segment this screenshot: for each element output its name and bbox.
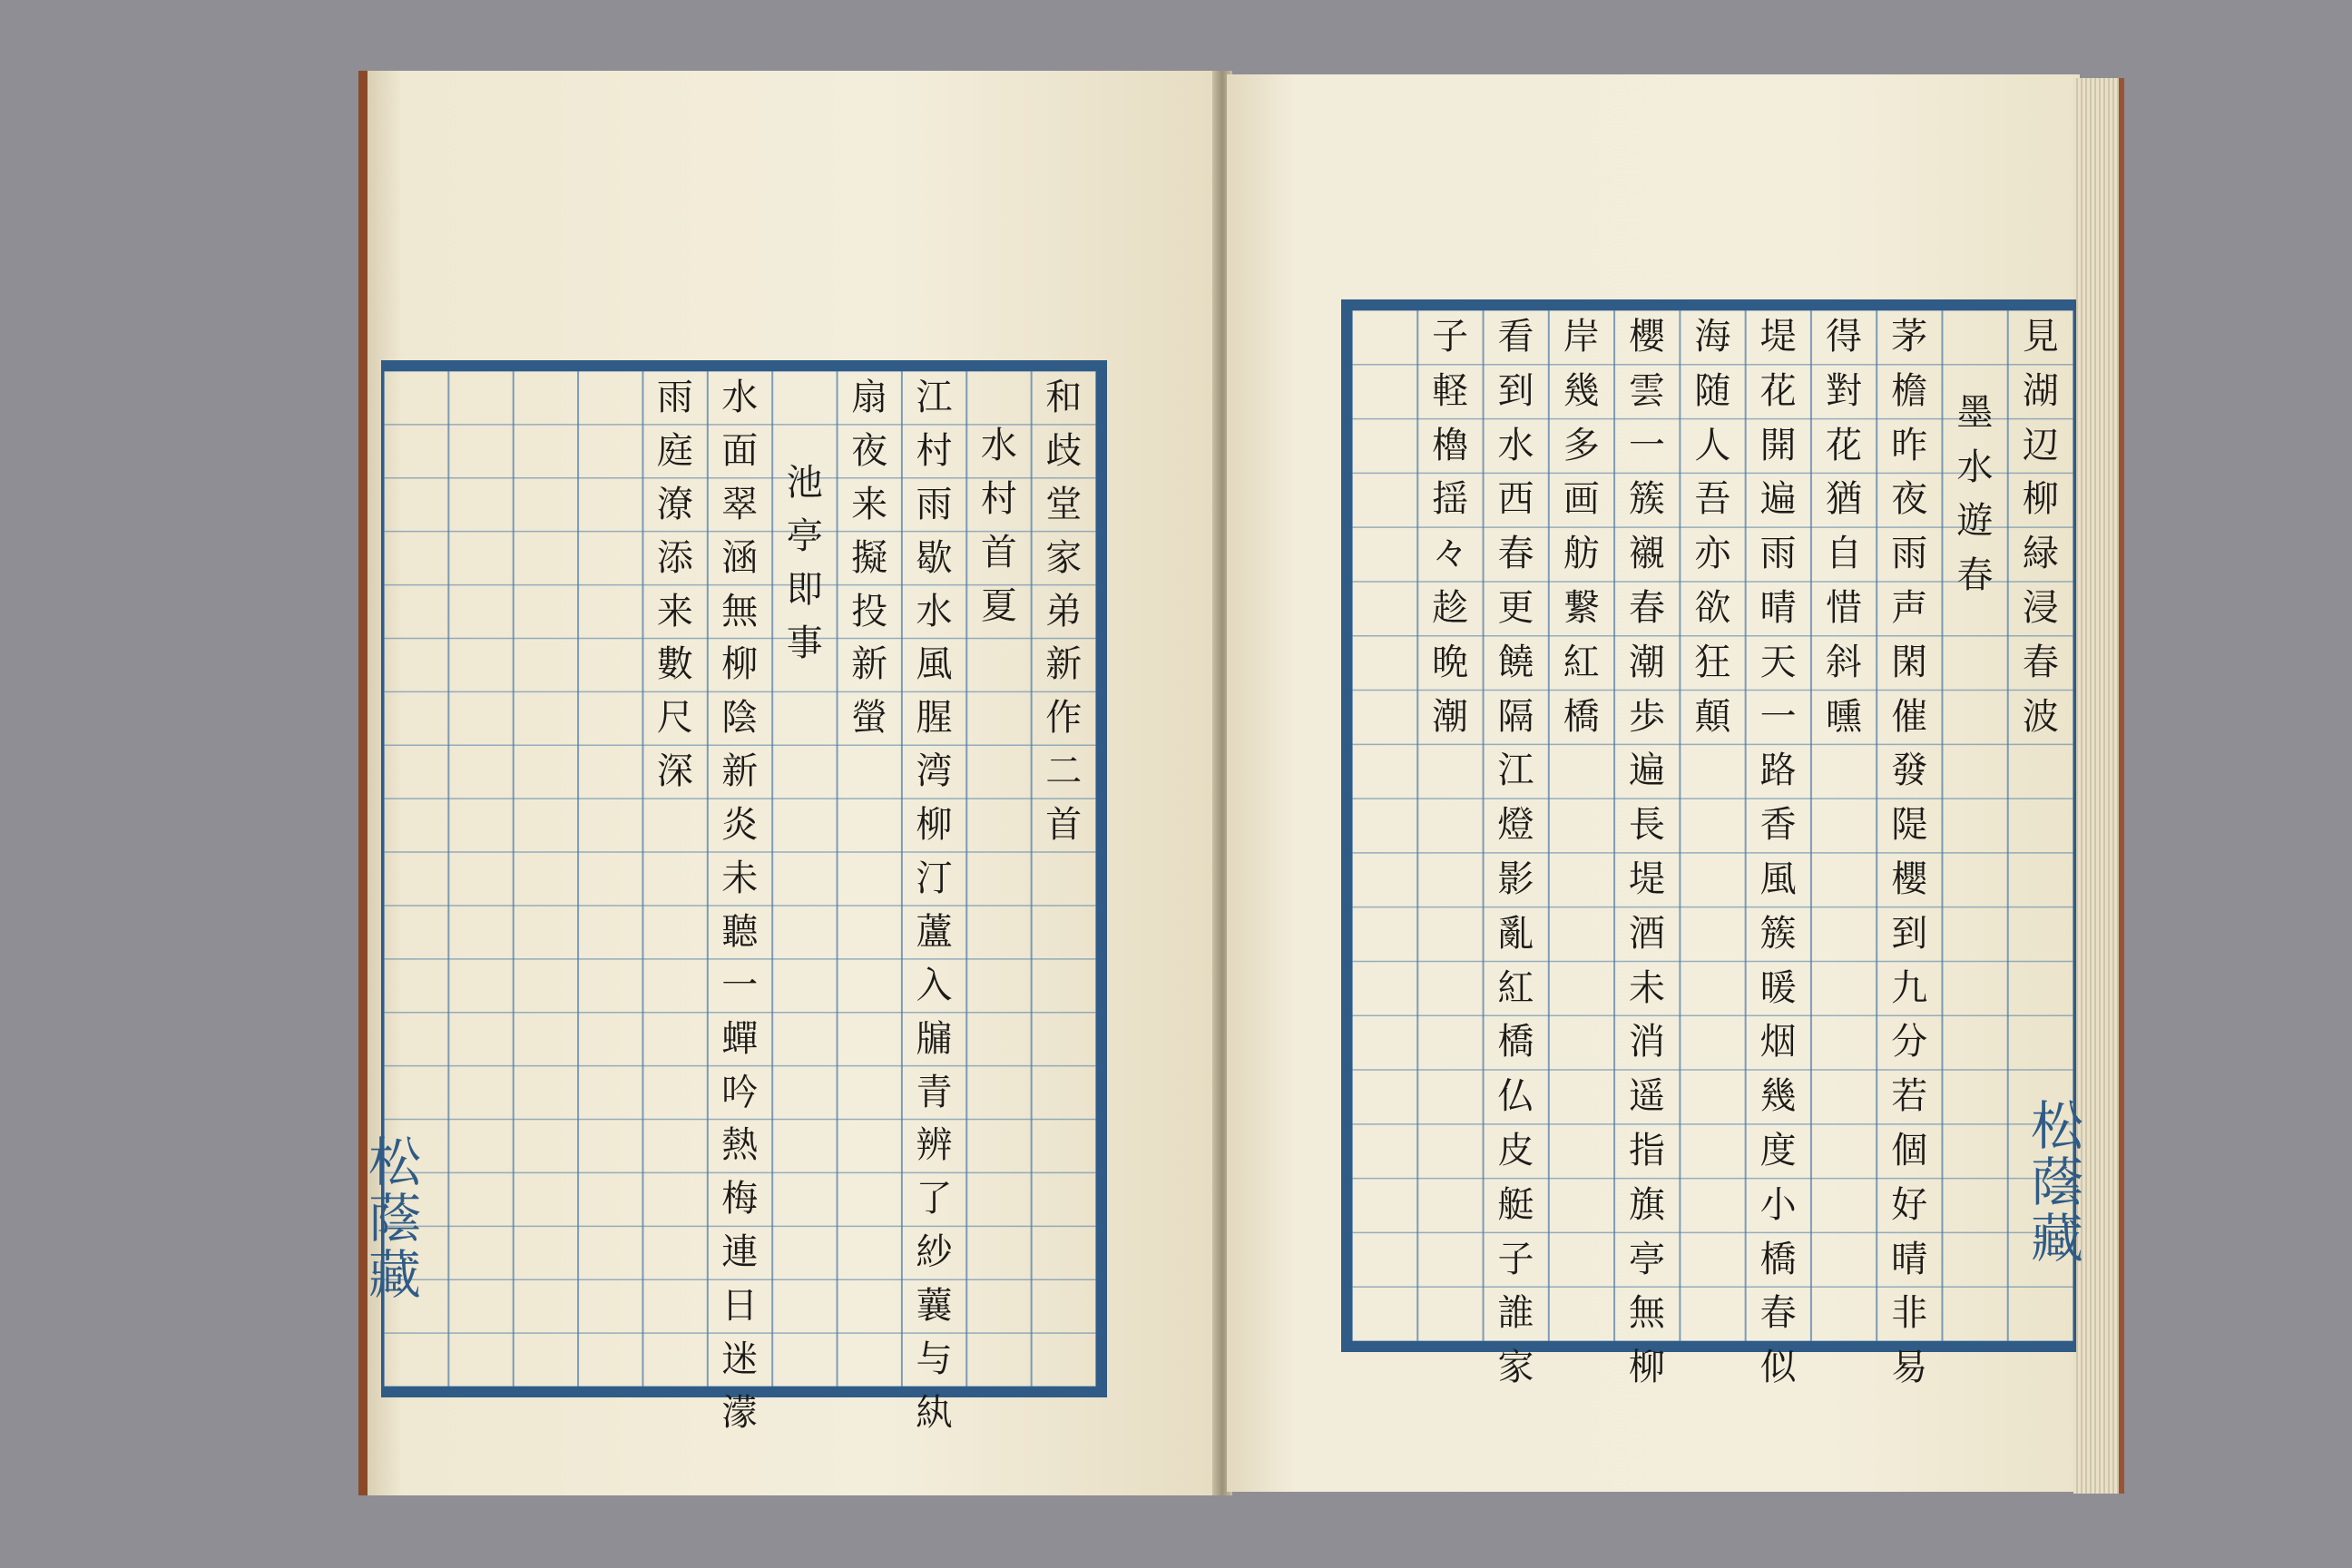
- text-char: 惜: [1825, 586, 1862, 629]
- text-char: 扇: [851, 377, 888, 418]
- text-char: 辺: [2022, 424, 2059, 466]
- text-char: 尺: [656, 697, 693, 740]
- text-char: 岸: [1563, 316, 1600, 358]
- text-char: 幾: [1563, 369, 1600, 412]
- text-char: 昨: [1891, 424, 1928, 466]
- text-char: 蘘: [916, 1285, 953, 1328]
- text-char: 無: [721, 590, 759, 632]
- text-char: 人: [1694, 424, 1731, 466]
- text-char: 水: [1956, 446, 1994, 488]
- text-char: 日: [721, 1285, 759, 1328]
- text-char: 面: [721, 429, 759, 472]
- text-char: 好: [1891, 1183, 1928, 1226]
- text-char: 了: [916, 1178, 953, 1220]
- text-char: 柳: [721, 643, 759, 686]
- text-char: 晴: [1759, 586, 1797, 629]
- text-char: 揺: [1432, 478, 1469, 521]
- text-char: 香: [1759, 804, 1797, 847]
- text-char: 春: [1759, 1292, 1797, 1335]
- text-char: 潦: [656, 483, 693, 525]
- text-char: 得: [1825, 316, 1862, 358]
- text-column: [642, 371, 707, 799]
- text-char: 涵: [721, 536, 759, 579]
- text-column: [1746, 310, 1811, 1396]
- text-char: 夜: [1891, 478, 1928, 521]
- text-char: 螢: [851, 697, 888, 740]
- text-char: 入: [916, 964, 953, 1006]
- text-char: 非: [1891, 1292, 1928, 1335]
- text-char: 曛: [1825, 695, 1862, 738]
- text-char: 陰: [721, 697, 759, 740]
- text-column: [1877, 310, 1942, 1396]
- text-char: 對: [1825, 369, 1862, 412]
- text-column: [708, 371, 772, 1440]
- text-char: 茅: [1891, 316, 1928, 358]
- text-char: 長: [1629, 804, 1666, 847]
- text-char: 吟: [721, 1071, 759, 1113]
- text-char: 趁: [1432, 586, 1469, 629]
- text-char: 一: [1629, 424, 1666, 466]
- text-char: 家: [1497, 1347, 1534, 1389]
- text-char: 水: [721, 377, 759, 418]
- text-char: 雨: [656, 377, 693, 418]
- text-char: 易: [1891, 1347, 1928, 1389]
- text-char: 猶: [1825, 478, 1862, 521]
- text-char: 墨: [1956, 391, 1994, 434]
- text-column: [772, 456, 837, 671]
- text-char: 燈: [1497, 804, 1534, 847]
- text-char: 隄: [1891, 804, 1928, 847]
- text-char: 深: [656, 750, 693, 793]
- text-char: 牖: [916, 1017, 953, 1060]
- text-char: 雲: [1629, 369, 1666, 412]
- text-char: 水: [916, 590, 953, 632]
- text-char: 雨: [1759, 533, 1797, 575]
- text-char: 々: [1432, 533, 1469, 575]
- text-char: 新: [721, 750, 759, 793]
- text-char: 二: [1045, 750, 1083, 793]
- text-char: 櫻: [1891, 858, 1928, 900]
- text-char: 無: [1629, 1292, 1666, 1335]
- text-char: 来: [656, 590, 693, 632]
- text-char: 与: [916, 1338, 953, 1381]
- text-char: 擬: [851, 536, 888, 579]
- text-char: 旗: [1629, 1183, 1666, 1226]
- collector-seal-left: 松蔭藏: [359, 1134, 421, 1303]
- text-char: 堤: [1759, 316, 1797, 358]
- text-char: 未: [1629, 966, 1666, 1009]
- text-char: 湖: [2022, 369, 2059, 412]
- text-char: 紅: [1563, 641, 1600, 683]
- text-char: 遍: [1759, 478, 1797, 521]
- text-char: 顛: [1694, 695, 1731, 738]
- text-char: 烟: [1759, 1021, 1797, 1063]
- text-char: 開: [1759, 424, 1797, 466]
- text-char: 影: [1497, 858, 1534, 900]
- text-column: [1483, 310, 1548, 1396]
- text-char: 似: [1759, 1347, 1797, 1389]
- text-char: 閑: [1891, 641, 1928, 683]
- text-char: 發: [1891, 750, 1928, 792]
- text-char: 湾: [916, 750, 953, 793]
- text-column: [837, 371, 901, 745]
- text-char: 作: [1045, 697, 1083, 740]
- text-char: 路: [1759, 750, 1797, 792]
- text-char: 到: [1891, 912, 1928, 955]
- text-char: 浸: [2022, 586, 2059, 629]
- text-char: 指: [1629, 1129, 1666, 1171]
- text-char: 村: [980, 477, 1017, 520]
- text-char: 亭: [1629, 1238, 1666, 1280]
- text-char: 亦: [1694, 533, 1731, 575]
- text-char: 新: [851, 643, 888, 686]
- text-column: [1811, 310, 1877, 744]
- text-char: 汀: [916, 858, 953, 900]
- text-column: [902, 371, 966, 1440]
- text-char: 夏: [980, 584, 1017, 627]
- text-char: 潮: [1432, 695, 1469, 738]
- text-char: 波: [2022, 695, 2059, 738]
- text-char: 柳: [2022, 478, 2059, 521]
- text-char: 吾: [1694, 478, 1731, 521]
- text-char: 柳: [1629, 1347, 1666, 1389]
- text-char: 誰: [1497, 1292, 1534, 1335]
- text-char: 紈: [916, 1391, 953, 1434]
- text-char: 小: [1759, 1183, 1797, 1226]
- text-char: 水: [980, 425, 1017, 466]
- text-char: 海: [1694, 316, 1731, 358]
- text-char: 一: [721, 964, 759, 1006]
- text-char: 橋: [1759, 1238, 1797, 1280]
- text-char: 繋: [1563, 586, 1600, 629]
- text-char: 幾: [1759, 1075, 1797, 1118]
- text-char: 蘆: [916, 910, 953, 953]
- text-char: 緑: [2022, 533, 2059, 575]
- text-char: 多: [1563, 424, 1600, 466]
- text-char: 隔: [1497, 695, 1534, 738]
- text-column: [966, 419, 1031, 633]
- text-char: 来: [851, 483, 888, 525]
- page-edge-stack: [2073, 78, 2124, 1494]
- text-char: 春: [1629, 586, 1666, 629]
- text-char: 子: [1432, 316, 1469, 358]
- text-char: 連: [721, 1231, 759, 1274]
- text-char: 個: [1891, 1129, 1928, 1171]
- text-char: 紅: [1497, 966, 1534, 1009]
- text-char: 江: [1497, 750, 1534, 792]
- text-column: [2008, 310, 2073, 744]
- text-char: 皮: [1497, 1129, 1534, 1171]
- text-char: 橋: [1497, 1021, 1534, 1063]
- text-char: 仏: [1497, 1075, 1534, 1118]
- text-char: 熱: [721, 1124, 759, 1167]
- text-char: 風: [916, 643, 953, 686]
- text-char: 事: [786, 622, 823, 664]
- text-char: 一: [1759, 695, 1797, 738]
- text-column: [1680, 310, 1745, 744]
- text-char: 迷: [721, 1338, 759, 1381]
- text-char: 雨: [1891, 533, 1928, 575]
- text-char: 庭: [656, 429, 693, 472]
- text-char: 和: [1045, 377, 1083, 418]
- text-column: [1614, 310, 1680, 1396]
- text-column: [1549, 310, 1614, 744]
- text-char: 腥: [916, 697, 953, 740]
- text-char: 若: [1891, 1075, 1928, 1118]
- text-char: 紗: [916, 1231, 953, 1274]
- text-char: 即: [786, 569, 823, 612]
- text-char: 水: [1497, 424, 1534, 466]
- text-char: 画: [1563, 478, 1600, 521]
- text-char: 橋: [1563, 695, 1600, 738]
- text-char: 歇: [916, 536, 953, 579]
- text-char: 更: [1497, 586, 1534, 629]
- text-char: 辨: [916, 1124, 953, 1167]
- text-char: 簇: [1759, 912, 1797, 955]
- text-char: 首: [980, 531, 1017, 573]
- text-char: 夜: [851, 429, 888, 472]
- text-char: 狂: [1694, 641, 1731, 683]
- text-char: 雨: [916, 483, 953, 525]
- text-char: 亂: [1497, 912, 1534, 955]
- text-char: 首: [1045, 804, 1083, 847]
- text-char: 弟: [1045, 590, 1083, 632]
- text-char: 暖: [1759, 966, 1797, 1009]
- text-char: 櫓: [1432, 424, 1469, 466]
- text-char: 春: [1956, 554, 1994, 597]
- text-char: 堤: [1629, 858, 1666, 900]
- text-char: 度: [1759, 1129, 1797, 1171]
- text-char: 花: [1825, 424, 1862, 466]
- text-char: 到: [1497, 369, 1534, 412]
- text-char: 青: [916, 1071, 953, 1113]
- text-char: 分: [1891, 1021, 1928, 1063]
- text-char: 見: [2022, 316, 2059, 358]
- text-char: 簇: [1629, 478, 1666, 521]
- text-char: 新: [1045, 643, 1083, 686]
- text-char: 櫻: [1629, 316, 1666, 358]
- text-char: 遥: [1629, 1075, 1666, 1118]
- text-char: 消: [1629, 1021, 1666, 1063]
- text-char: 遊: [1956, 500, 1994, 543]
- text-char: 柳: [916, 804, 953, 847]
- text-char: 西: [1497, 478, 1534, 521]
- text-char: 自: [1825, 533, 1862, 575]
- text-column: [1032, 371, 1096, 852]
- text-char: 歩: [1629, 695, 1666, 738]
- text-char: 潮: [1629, 641, 1666, 683]
- text-char: 催: [1891, 695, 1928, 738]
- text-char: 翠: [721, 483, 759, 525]
- text-char: 堂: [1045, 483, 1083, 525]
- text-char: 聽: [721, 910, 759, 953]
- text-char: 軽: [1432, 369, 1469, 412]
- text-char: 江: [916, 377, 953, 418]
- text-char: 歧: [1045, 429, 1083, 472]
- text-column: [1942, 387, 2007, 603]
- text-char: 九: [1891, 966, 1928, 1009]
- text-char: 亭: [786, 515, 823, 558]
- text-char: 欲: [1694, 586, 1731, 629]
- text-column: [1417, 310, 1483, 744]
- collector-seal-right: 松蔭藏: [2022, 1098, 2083, 1267]
- text-char: 随: [1694, 369, 1731, 412]
- text-char: 酒: [1629, 912, 1666, 955]
- text-char: 艇: [1497, 1183, 1534, 1226]
- text-char: 投: [851, 590, 888, 632]
- text-char: 數: [656, 643, 693, 686]
- text-char: 声: [1891, 586, 1928, 629]
- text-char: 炎: [721, 804, 759, 847]
- text-char: 花: [1759, 369, 1797, 412]
- text-char: 濛: [721, 1391, 759, 1434]
- text-char: 蟬: [721, 1017, 759, 1060]
- text-char: 風: [1759, 858, 1797, 900]
- text-char: 家: [1045, 536, 1083, 579]
- text-char: 梅: [721, 1178, 759, 1220]
- text-char: 斜: [1825, 641, 1862, 683]
- text-char: 春: [2022, 641, 2059, 683]
- text-char: 檐: [1891, 369, 1928, 412]
- text-char: 襯: [1629, 533, 1666, 575]
- text-char: 添: [656, 536, 693, 579]
- text-char: 春: [1497, 533, 1534, 575]
- text-char: 天: [1759, 641, 1797, 683]
- text-char: 未: [721, 858, 759, 900]
- text-char: 池: [786, 462, 823, 505]
- text-char: 饒: [1497, 641, 1534, 683]
- text-char: 晴: [1891, 1238, 1928, 1280]
- text-char: 遍: [1629, 750, 1666, 792]
- text-char: 子: [1497, 1238, 1534, 1280]
- text-char: 村: [916, 429, 953, 472]
- text-char: 晩: [1432, 641, 1469, 683]
- text-char: 看: [1497, 316, 1534, 358]
- text-char: 舫: [1563, 533, 1600, 575]
